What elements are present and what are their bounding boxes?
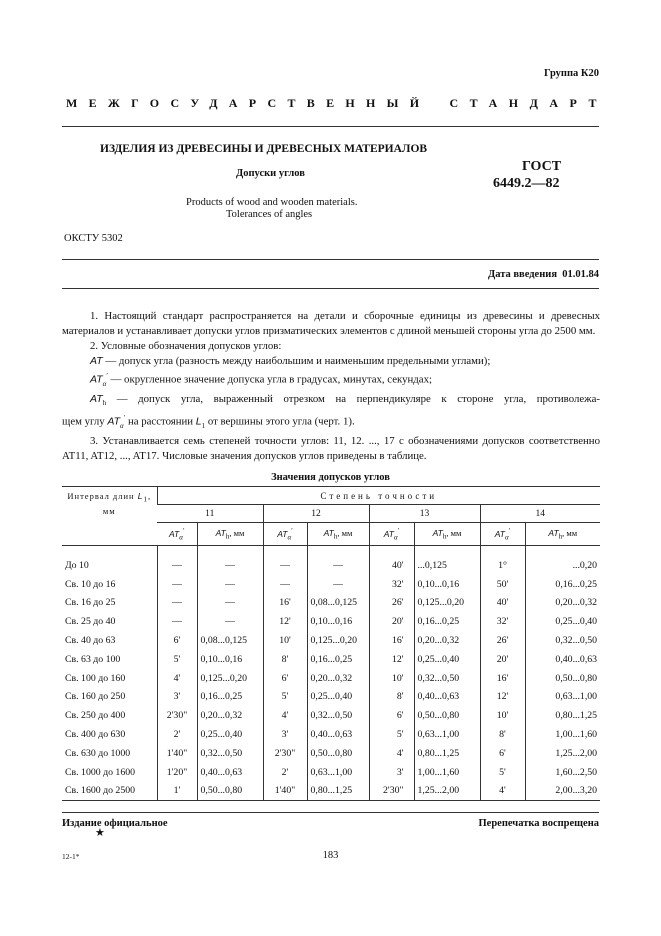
- value-cell: 2'30": [157, 706, 197, 725]
- value-cell: 12': [369, 650, 414, 669]
- value-cell: —: [157, 594, 197, 613]
- sub-header-at-h: $AT_h$, мм: [414, 523, 480, 546]
- value-cell: 5': [157, 650, 197, 669]
- value-cell: 0,40...0,63: [307, 725, 369, 744]
- value-cell: 1': [157, 782, 197, 801]
- value-cell: 0,63...1,00: [307, 763, 369, 782]
- value-cell: 1'40": [263, 782, 307, 801]
- intro-rule-bottom: [62, 288, 599, 289]
- definition-at-h: $AT_h$ — допуск угла, выраженный отрезком на перпендикуляре к стороне угла, противолежа-: [90, 392, 600, 407]
- value-cell: 0,50...0,80: [525, 669, 600, 688]
- okstu-code: ОКСТУ 5302: [64, 233, 123, 244]
- table-row: [62, 650, 600, 669]
- table-title: Значения допусков углов: [271, 472, 390, 483]
- value-cell: 0,16...0,25: [525, 575, 600, 594]
- value-cell: ...0,125: [414, 556, 480, 575]
- document-body: [62, 309, 600, 464]
- standard-type-heading: [66, 96, 608, 111]
- header-rule: [62, 126, 599, 127]
- value-cell: —: [307, 575, 369, 594]
- interval-cell: Св. 400 до 630: [65, 729, 126, 741]
- value-cell: 0,25...0,40: [197, 725, 263, 744]
- sub-header-at-alpha: $AT_\alpha'$: [369, 523, 414, 546]
- table-row: [62, 612, 600, 631]
- value-cell: 0,50...0,80: [414, 706, 480, 725]
- value-cell: 0,40...0,63: [197, 763, 263, 782]
- value-cell: 3': [263, 725, 307, 744]
- value-cell: 1'20": [157, 763, 197, 782]
- value-cell: 0,40...0,63: [525, 650, 600, 669]
- print-code: 12-1*: [62, 852, 80, 861]
- table-row: [62, 744, 600, 763]
- interval-cell: Св. 63 до 100: [65, 653, 121, 665]
- value-cell: —: [263, 575, 307, 594]
- reprint-prohibited-label: Перепечатка воспрещена: [478, 818, 599, 829]
- document-subtitle: Допуски углов: [236, 168, 305, 179]
- title-english-line1: Products of wood and wooden materials.: [186, 197, 358, 208]
- value-cell: 6': [263, 669, 307, 688]
- value-cell: 10': [369, 669, 414, 688]
- intro-rule-top: [62, 259, 599, 260]
- sub-header-at-h: $AT_h$, мм: [307, 523, 369, 546]
- value-cell: 0,63...1,00: [414, 725, 480, 744]
- grade-header: 12: [263, 505, 369, 523]
- grade-header: 11: [157, 505, 263, 523]
- value-cell: —: [197, 556, 263, 575]
- paragraph-1: 1. Настоящий стандарт распространяется на детали и сборочные единицы из древесины и древесных материалов и устанавливает допуски углов призматических элементов с длиной меньшей стороны угла до 2500 мм.: [62, 310, 600, 337]
- value-cell: 5': [480, 763, 525, 782]
- table-row: [62, 556, 600, 575]
- value-cell: 5': [369, 725, 414, 744]
- interval-cell: Св. 100 до 160: [65, 672, 126, 684]
- value-cell: 16': [263, 594, 307, 613]
- value-cell: 2,00...3,20: [525, 782, 600, 801]
- interval-cell: Св. 250 до 400: [65, 710, 126, 722]
- value-cell: 2': [263, 763, 307, 782]
- value-cell: 0,20...0,32: [525, 594, 600, 613]
- table-row: [62, 706, 600, 725]
- value-cell: 32': [369, 575, 414, 594]
- value-cell: 8': [369, 688, 414, 707]
- value-cell: 0,10...0,16: [197, 650, 263, 669]
- value-cell: 50': [480, 575, 525, 594]
- definition-at: AT — допуск угла (разность между наибольшим и наименьшим предельными углами);: [90, 355, 491, 367]
- value-cell: 2'30": [263, 744, 307, 763]
- value-cell: 26': [480, 631, 525, 650]
- value-cell: 0,80...1,25: [307, 782, 369, 801]
- interval-cell: Св. 40 до 63: [65, 635, 116, 647]
- interval-cell: Св. 25 до 40: [65, 616, 116, 628]
- document-title: ИЗДЕЛИЯ ИЗ ДРЕВЕСИНЫ И ДРЕВЕСНЫХ МАТЕРИАЛОВ: [100, 143, 428, 155]
- gost-number: 6449.2—82: [493, 176, 560, 191]
- sub-header-at-alpha: $AT_\alpha'$: [263, 523, 307, 546]
- interval-cell: Св. 1600 до 2500: [62, 782, 157, 801]
- table-row: [62, 782, 600, 801]
- value-cell: 0,20...0,32: [414, 631, 480, 650]
- value-cell: 1,60...2,50: [525, 763, 600, 782]
- interval-cell: Св. 16 до 25: [65, 597, 116, 609]
- value-cell: 4': [157, 669, 197, 688]
- value-cell: 0,50...0,80: [197, 782, 263, 801]
- value-cell: —: [157, 556, 197, 575]
- value-cell: 0,10...0,16: [414, 575, 480, 594]
- tolerance-table: [62, 486, 600, 801]
- table-body: [62, 546, 600, 801]
- value-cell: 6': [157, 631, 197, 650]
- intro-date: [488, 269, 599, 280]
- intro-date-value: 01.01.84: [562, 269, 599, 280]
- value-cell: 0,125...0,20: [307, 631, 369, 650]
- title-english-line2: Tolerances of angles: [226, 209, 313, 220]
- value-cell: 2'30": [369, 782, 414, 801]
- value-cell: 4': [369, 744, 414, 763]
- table-spacer-row: [62, 546, 600, 557]
- sub-header-at-h: $AT_h$, мм: [197, 523, 263, 546]
- value-cell: 16': [369, 631, 414, 650]
- value-cell: 12': [480, 688, 525, 707]
- value-cell: 8': [480, 725, 525, 744]
- value-cell: 16': [480, 669, 525, 688]
- value-cell: 1,00...1,60: [525, 725, 600, 744]
- star-icon: ★: [95, 827, 105, 839]
- value-cell: 0,32...0,50: [307, 706, 369, 725]
- value-cell: 0,25...0,40: [307, 688, 369, 707]
- value-cell: 6': [480, 744, 525, 763]
- value-cell: 2': [157, 725, 197, 744]
- official-edition-label: Издание официальное: [62, 818, 168, 829]
- grade-header: 13: [369, 505, 480, 523]
- value-cell: 0,32...0,50: [525, 631, 600, 650]
- value-cell: 0,25...0,40: [414, 650, 480, 669]
- value-cell: 0,08...0,125: [307, 594, 369, 613]
- paragraph-3: 3. Устанавливается семь степеней точности углов: 11, 12. ..., 17 с обозначениями допусков соответственно AT11, AT12, ..., AT17. Числовые значения допусков углов приведены в таблице.: [62, 434, 600, 462]
- value-cell: 12': [263, 612, 307, 631]
- value-cell: 1,25...2,00: [414, 782, 480, 801]
- value-cell: 40': [480, 594, 525, 613]
- value-cell: 0,16...0,25: [414, 612, 480, 631]
- value-cell: 10': [480, 706, 525, 725]
- value-cell: 8': [263, 650, 307, 669]
- table-row: [62, 631, 600, 650]
- precision-degree-header: Степень точности: [157, 487, 600, 505]
- value-cell: 0,40...0,63: [414, 688, 480, 707]
- value-cell: 0,16...0,25: [197, 688, 263, 707]
- interval-header: Интервал длин $L_1$, мм: [62, 487, 157, 546]
- value-cell: 0,32...0,50: [414, 669, 480, 688]
- value-cell: 0,20...0,32: [307, 669, 369, 688]
- grade-header: 14: [480, 505, 600, 523]
- interval-cell: Св. 1000 до 1600: [65, 766, 136, 778]
- value-cell: 0,20...0,32: [197, 706, 263, 725]
- value-cell: 0,25...0,40: [525, 612, 600, 631]
- value-cell: 0,125...0,20: [197, 669, 263, 688]
- value-cell: 3': [369, 763, 414, 782]
- group-label: Группа К20: [543, 68, 599, 79]
- value-cell: 10': [263, 631, 307, 650]
- gost-label: ГОСТ: [522, 159, 562, 174]
- interval-cell: Св. 630 до 1000: [65, 747, 131, 759]
- intro-label: Дата введения: [488, 269, 557, 280]
- value-cell: 0,08...0,125: [197, 631, 263, 650]
- table-row: [62, 688, 600, 707]
- value-cell: —: [157, 575, 197, 594]
- definition-at-alpha: $AT_\alpha'$ — округленное значение допуска угла в градусах, минутах, секундах;: [90, 372, 432, 388]
- value-cell: 0,16...0,25: [307, 650, 369, 669]
- value-cell: 0,50...0,80: [307, 744, 369, 763]
- value-cell: —: [197, 612, 263, 631]
- value-cell: 0,80...1,25: [414, 744, 480, 763]
- value-cell: 6': [369, 706, 414, 725]
- value-cell: —: [197, 575, 263, 594]
- value-cell: —: [157, 612, 197, 631]
- value-cell: 5': [263, 688, 307, 707]
- interval-cell: Св. 10 до 16: [65, 578, 116, 590]
- value-cell: 4': [480, 782, 525, 801]
- value-cell: 1,00...1,60: [414, 763, 480, 782]
- value-cell: 0,10...0,16: [307, 612, 369, 631]
- interval-cell: Св. 160 до 250: [65, 691, 126, 703]
- value-cell: —: [307, 556, 369, 575]
- footer-rule: [62, 812, 599, 813]
- sub-header-at-h: $AT_h$, мм: [525, 523, 600, 546]
- value-cell: 1'40": [157, 744, 197, 763]
- table-row: [62, 669, 600, 688]
- value-cell: 0,125...0,20: [414, 594, 480, 613]
- value-cell: 40': [369, 556, 414, 575]
- standard-word-mezh: МЕЖГОСУДАРСТВЕННЫЙ: [66, 96, 431, 110]
- value-cell: 0,63...1,00: [525, 688, 600, 707]
- interval-cell: До 10: [65, 559, 89, 571]
- table-row: [62, 763, 600, 782]
- definition-at-h-cont: щем углу $AT_\alpha'$ на расстоянии $L_1$ от вершины этого угла (черт. 1).: [62, 413, 355, 430]
- value-cell: 0,80...1,25: [525, 706, 600, 725]
- value-cell: 32': [480, 612, 525, 631]
- value-cell: 1°: [480, 556, 525, 575]
- value-cell: 4': [263, 706, 307, 725]
- sub-header-at-alpha: $AT_\alpha'$: [157, 523, 197, 546]
- paragraph-2: 2. Условные обозначения допусков углов:: [90, 340, 282, 352]
- table-row: [62, 575, 600, 594]
- value-cell: 26': [369, 594, 414, 613]
- sub-header-at-alpha: $AT_\alpha'$: [480, 523, 525, 546]
- value-cell: ...0,20: [525, 556, 600, 575]
- page-number: 183: [322, 850, 339, 861]
- value-cell: —: [263, 556, 307, 575]
- table-row: [62, 594, 600, 613]
- standard-word-standart: СТАНДАРТ: [449, 96, 608, 110]
- value-cell: 20': [369, 612, 414, 631]
- value-cell: 1,25...2,00: [525, 744, 600, 763]
- value-cell: 20': [480, 650, 525, 669]
- value-cell: 3': [157, 688, 197, 707]
- table-row: [62, 725, 600, 744]
- value-cell: 0,32...0,50: [197, 744, 263, 763]
- value-cell: —: [197, 594, 263, 613]
